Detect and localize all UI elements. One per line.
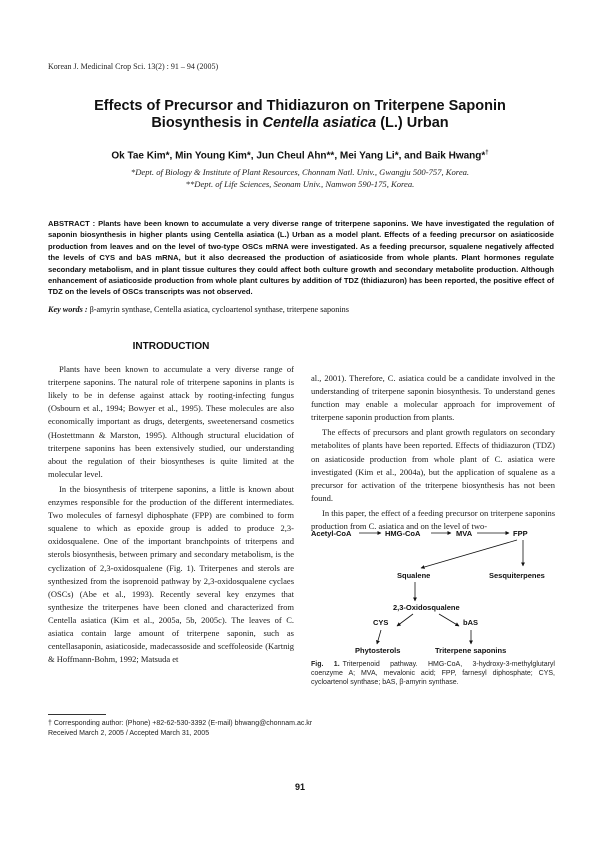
pathway-diagram [311,520,561,660]
abstract: ABSTRACT : Plants have been known to accumulate a very diverse range of triterpene saponins. We have investigated the regulation of saponin biosynthesis in higher plants using Centella asiatica (L.) Urban as a model plant. Effects of a feeding precursor on asiaticoside production from leaves and on the level of two-type OSCs mRNA were investigated. As a feeding precursor, squalene negatively affected the levels of CYS and bAS mRNA, but it also decreased the production of asiaticoside from whole plants. Plant hormones regulate secondary metabolism, and in plant tissue cultures they could affect both culture growth and secondary metabolite production. Although enhancement of asiaticoside production from whole plant cultures by addition of TDZ (thidiazuron) has been reported, the positive effect of TDZ on the levels of OSCs transcripts was not observed. [48,219,554,297]
title-suffix: (L.) Urban [376,115,449,131]
node-squalene: Squalene [397,571,431,580]
intro-paragraph: In this paper, the effect of a feeding precursor on triterpene saponins production from C. asiatica and on the level of two- [311,507,555,532]
node-hmg-coa: HMG-CoA [385,529,421,538]
title-prefix: Biosynthesis in [151,115,263,131]
intro-paragraph: Plants have been known to accumulate a very diverse range of triterpene saponins. The natural role of triterpene saponins in plants is likely to be in defense against attack by rooting-infecting fungus (Osbourn et al., 1994; Bowyer et al., 1995). These molecules are also economically important as drugs, detergents, sweetenersand cosmetics (Hostettmann & Marston, 1995). Although structural elucidation of triterpene saponins has been extensively studied, our understanding about the regulation of their biosyntheses is quite limited at the molecular level. [48,364,294,479]
corresponding-mark: † [485,150,489,156]
left-column [48,340,294,668]
introduction-heading: INTRODUCTION [132,341,210,352]
affiliation-1: *Dept. of Biology & Institute of Plant Resources, Chonnam Natl. Univ., Gwangju 500-757, Korea. [130,167,470,177]
node-phytosterols: Phytosterols [355,646,401,655]
node-triterpene-saponins: Triterpene saponins [435,646,507,655]
node-acetyl-coa: Acetyl-CoA [311,529,352,538]
node-bas: bAS [463,618,478,627]
figure-caption [311,660,555,687]
author-names: Ok Tae Kim*, Min Young Kim*, Jun Cheul Ahn**, Mei Yang Li*, and Baik Hwang* [111,150,486,162]
intro-paragraph: In the biosynthesis of triterpene saponins, a little is known about enzymes responsible for the production of the different intermediates. Two molecules of farnesyl diphosphate (FPP) are combined to form squalene to which as epoxide group is added to produce 2,3-oxidosqualene. One of the important branchpoints of triterpens and sterols biosynthesis, between primary and secondary metabolism, is the cyclization of 2,3-oxidosqualene (Fig. 1). Triterpenes and sterols are synthesized from the isoprenoid pathway by 2,3-oxidosqualene cyclaes (OSCs) (Abe et al., 1993). Recently several key enzymes that synthesize the triterpenes have been cloned and characterized from Centella asiatica (Kim et al., 2005a, 5b, 2005c). The leaves of C. asiatica contain large amount of triterpene saponin, such as centellasaponin, asiaticoside, madecassoside and sceffoleoside (Kartnig & Hoffmann-Bohm, 1992; Matsuda et [48,483,294,665]
arrow-oxido-to-cys [397,614,413,626]
footnotes [48,719,554,738]
author-list [40,150,560,161]
corresponding-author-note: † Corresponding author: (Phone) +82-62-530-3392 (E-mail) bhwang@chonnam.ac.kr [48,720,313,727]
running-head: Korean J. Medicinal Crop Sci. 13(2) : 91 – 94 (2005) [48,62,219,71]
paper-title [40,98,560,132]
affiliation-2: **Dept. of Life Sciences, Seonam Univ., Namwon 590-175, Korea. [185,179,415,189]
arrow-cys-to-phytosterols [377,630,381,644]
title-block [40,98,560,161]
arrow-fpp-to-squalene [421,540,517,568]
keywords [48,305,554,314]
keywords-label: Key words : [48,305,88,314]
node-oxidosqualene: 2,3-Oxidosqualene [393,603,460,612]
node-cys: CYS [373,618,389,627]
caption-text: Triterpenoid pathway. HMG-CoA, 3-hydroxy-3-methylglutaryl coenzyme A; MVA, mevalonic acid; FPP, farnesyl diphosphate; CYS, cycloartenol synthase; bAS, β-amyrin synthase. [311,661,555,686]
pathway-svg [311,520,561,660]
received-note: Received March 2, 2005 / Accepted March 31, 2005 [48,729,210,737]
node-fpp: FPP [513,529,528,538]
affiliations [40,166,560,190]
intro-paragraph: al., 2001). Therefore, C. asiatica could be a candidate involved in the understanding of triterpene saponin biosynthesis. To understand genes function may enable a molecular approach for improvement of triterpene saponin production from plants. [311,373,555,423]
node-sesquiterpenes: Sesquiterpenes [489,571,545,580]
intro-paragraph: The effects of precursors and plant growth regulators on secondary metabolites of plants have been reported. Effects of thidiazuron (TDZ) on asiaticoside production from whole plant of C. asiatica were investigated (Kim et al., 2004a), but the application of squalene as a precursor for activation of the triterpene biosynthesis has not been found. [311,427,555,503]
keywords-text: β-amyrin synthase, Centella asiatica, cycloartenol synthase, triterpene saponins [89,305,349,314]
title-species: Centella asiatica [262,115,377,131]
footnote-rule [48,714,106,715]
page-number: 91 [294,782,305,792]
arrow-oxido-to-bas [439,614,459,626]
caption-label: Fig. 1. [311,661,340,668]
title-line-1: Effects of Precursor and Thidiazuron on Triterpene Saponin [94,98,506,114]
title-line-2 [40,115,560,132]
right-column [311,372,555,535]
node-mva: MVA [456,529,473,538]
